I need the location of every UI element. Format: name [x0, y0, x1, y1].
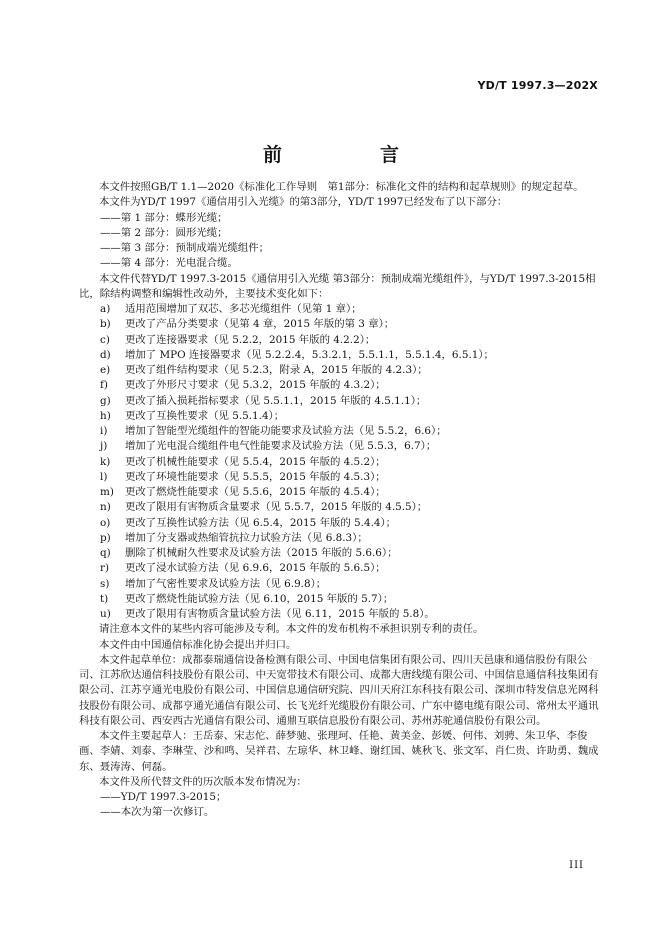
- history-list: [79, 790, 599, 821]
- change-item-text: 更改了燃烧性能试验方法（见 6.10，2015 年版的 5.7）；: [125, 592, 394, 605]
- change-item: [79, 531, 599, 546]
- change-item-label: i): [100, 425, 108, 437]
- change-item: [79, 607, 599, 622]
- page-number: III: [569, 860, 584, 871]
- change-item: [79, 409, 599, 424]
- change-item-text: 更改了插入损耗指标要求（见 5.5.1.1，2015 年版的 4.5.1.1）；: [125, 394, 427, 407]
- part-item: ——第 4 部分：光电混合缆。: [100, 257, 238, 270]
- parts-intro-paragraph: 本文件为YD/T 1997《通信用引入光缆》的第3部分，YD/T 1997已经发布了以下部分：: [99, 196, 508, 209]
- change-item: [79, 348, 599, 363]
- change-item-label: h): [100, 409, 111, 422]
- proposer-paragraph: 本文件由中国通信标准化协会提出并归口。: [99, 638, 297, 651]
- change-item-text: 更改了互换性要求（见 5.5.1.4）；: [125, 409, 285, 422]
- document-code-header: YD/T 1997.3—202X: [477, 79, 598, 92]
- change-item-text: 更改了连接器要求（见 5.2.2，2015 年版的 4.2.2）；: [125, 333, 376, 346]
- change-item-text: 更改了互换性试验方法（见 6.5.4，2015 年版的 5.4.4）；: [125, 516, 397, 529]
- change-item-text: 更改了机械性能要求（见 5.5.4，2015 年版的 4.5.2）；: [125, 455, 386, 468]
- drafting-units-paragraph: 本文件起草单位：成都泰瑞通信设备检测有限公司、中国电信集团有限公司、四川天邑康和通信股份有限公司、江苏欣达通信科技股份有限公司、中天宽带技术有限公司、成都大唐线缆有限公司、中国信息通信科技集团有限公司、江苏亨通光电股份有限公司、中国信息通信研究院、四川天府江东科技有限公司、深圳市特发信息光网科技股份有限公司、成都亨通光通信有限公司、长飞光纤光缆股份有限公司、广东中德电缆有限公司、常州太平通讯科技有限公司、西安西古光通信有限公司、通鼎互联信息股份有限公司、苏州苏驼通信股份有限公司。: [79, 653, 599, 727]
- change-item-label: r): [100, 562, 110, 575]
- change-item-text: 增加了气密性要求及试验方法（见 6.9.8）；: [125, 577, 327, 590]
- change-item-text: 更改了外形尺寸要求（见 5.3.2，2015 年版的 4.3.2）；: [125, 379, 386, 392]
- change-item-text: 更改了环境性能要求（见 5.5.5，2015 年版的 4.5.3）；: [125, 470, 386, 483]
- part-item: ——第 2 部分：圆形光缆；: [100, 226, 228, 239]
- history-intro-paragraph: 本文件及所代替文件的历次版本发布情况为：: [99, 775, 307, 788]
- change-item-label: j): [100, 440, 108, 453]
- change-item: [79, 592, 599, 607]
- change-item: [79, 500, 599, 515]
- change-item-text: 更改了燃烧性能要求（见 5.5.6，2015 年版的 4.5.4）；: [125, 486, 386, 498]
- replacement-paragraph: 本文件代替YD/T 1997.3-2015《通信用引入光缆 第3部分：预制成端光缆组件》，与YD/T 1997.3-2015相比，除结构调整和编辑性改动外，主要技术变化如下：: [79, 272, 596, 300]
- foreword-body: [79, 180, 599, 821]
- change-item-label: d): [100, 348, 111, 361]
- change-item-text: 更改了产品分类要求（见第 4 章，2015 年版的第 3 章）；: [125, 318, 395, 331]
- change-item-label: f): [100, 379, 108, 392]
- change-item: [79, 333, 599, 348]
- change-item-text: 增加了分支器或热缩管抗拉力试验方法（见 6.8.3）；: [125, 531, 368, 544]
- change-item: [79, 546, 599, 561]
- change-item-text: 删除了机械耐久性要求及试验方法（2015 年版的 5.6.6）；: [125, 547, 398, 559]
- change-item-label: l): [100, 470, 108, 483]
- part-item: ——第 3 部分：预制成端光缆组件；: [100, 242, 270, 254]
- patent-notice: 请注意本文件的某些内容可能涉及专利。本文件的发布机构不承担识别专利的责任。: [99, 623, 484, 636]
- drafting-rule-paragraph: 本文件按照GB/T 1.1—2020《标准化工作导则 第1部分：标准化文件的结构和起草规则》的规定起草。: [99, 181, 584, 193]
- part-item: ——第 1 部分：蝶形光缆；: [100, 211, 228, 224]
- change-item-text: 更改了限用有害物质含量要求（见 5.5.7，2015 年版的 4.5.5）；: [125, 501, 428, 514]
- change-item: [79, 485, 599, 500]
- change-item-text: 增加了 MPO 连接器要求（见 5.2.2.4，5.3.2.1，5.5.1.1，5.5.1.4，6.5.1）；: [125, 348, 494, 361]
- change-item: [79, 363, 599, 378]
- change-item: [79, 302, 599, 317]
- change-item: [79, 470, 599, 485]
- history-item: ——YD/T 1997.3-2015；: [100, 791, 227, 803]
- change-item-label: g): [100, 394, 111, 407]
- change-item-text: 更改了浸水试验方法（见 6.9.6，2015 年版的 5.6.5）；: [125, 562, 386, 575]
- change-item-text: 增加了光电混合缆组件电气性能要求及试验方法（见 5.5.3，6.7）；: [125, 440, 437, 453]
- change-item: [79, 516, 599, 531]
- parts-list: [79, 211, 599, 272]
- change-item-text: 增加了智能型光缆组件的智能功能要求及试验方法（见 5.5.2，6.6）；: [125, 425, 447, 437]
- change-item-label: t): [100, 592, 109, 605]
- change-item-text: 更改了限用有害物质含量试验方法（见 6.11，2015 年版的 5.8）。: [125, 608, 435, 620]
- change-item-label: m): [100, 486, 114, 498]
- change-item-label: a): [100, 303, 111, 315]
- change-item-label: c): [100, 333, 110, 346]
- change-item: [79, 378, 599, 393]
- change-item-text: 更改了组件结构要求（见 5.2.3，附录 A，2015 年版的 4.2.3）；: [125, 364, 428, 376]
- change-item: [79, 424, 599, 439]
- change-item-label: k): [100, 455, 111, 468]
- change-item-label: u): [100, 608, 111, 620]
- change-item: [79, 394, 599, 409]
- change-item-label: e): [100, 364, 111, 376]
- change-item-label: n): [100, 501, 111, 514]
- change-item: [79, 455, 599, 470]
- technical-changes-list: [79, 302, 599, 622]
- change-item: [79, 577, 599, 592]
- change-item-label: p): [100, 531, 111, 544]
- change-item-text: 适用范围增加了双芯、多芯光缆组件（见第 1 章）；: [125, 303, 362, 315]
- change-item-label: o): [100, 516, 111, 529]
- change-item-label: s): [100, 577, 110, 590]
- drafters-paragraph: 本文件主要起草人：王岳泰、宋志佗、薛梦驰、张理珂、任艳、黄美金、彭媛、何伟、刘骋、朱卫华、李俊画、李婧、刘泰、李琳莹、沙和鸣、吴祥君、左琼华、林卫峰、谢红国、姚秋飞、张文军、肖仁贵、许助勇、魏成东、聂涛涛、何磊。: [79, 730, 599, 773]
- change-item: [79, 317, 599, 332]
- change-item: [79, 561, 599, 576]
- change-item-label: q): [100, 547, 111, 559]
- change-item-label: b): [100, 318, 111, 331]
- change-item: [79, 439, 599, 454]
- history-item: ——本次为第一次修订。: [100, 806, 215, 819]
- page-title: 前 言: [262, 144, 419, 166]
